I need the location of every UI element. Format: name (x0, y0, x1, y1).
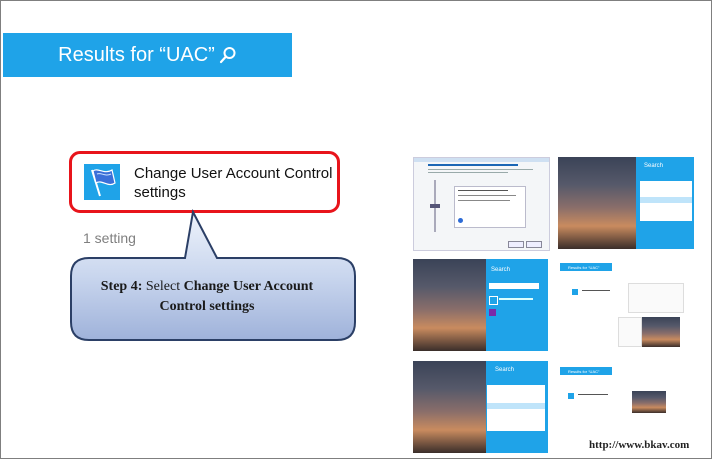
source-watermark: http://www.bkav.com (589, 439, 690, 451)
thumbnail-search-label-3: Search (495, 367, 515, 373)
thumbnail-results-label-2: Results for “UAC” (568, 369, 600, 374)
thumbnail-results-uac (558, 259, 694, 351)
callout-action: Select (145, 279, 181, 294)
result-label: Change User Account Control settings (134, 165, 333, 201)
search-icon[interactable] (219, 46, 237, 64)
instruction-callout (67, 176, 361, 346)
result-count: 1 setting (83, 230, 136, 246)
search-results-header (3, 33, 292, 77)
callout-target-line2: Control settings (159, 299, 255, 314)
thumbnail-results-uac-2 (558, 361, 694, 437)
thumbnail-search-label: Search (644, 163, 664, 169)
thumbnail-search-dropdown-2 (413, 361, 548, 453)
callout-target-line1: Change User Account (183, 279, 314, 294)
thumbnail-results-label: Results for “UAC” (568, 265, 600, 270)
thumbnail-uac-dialog (413, 157, 550, 251)
callout-text (75, 277, 339, 317)
search-results-title: Results for “UAC” (58, 43, 215, 66)
thumbnail-search-dropdown (558, 157, 694, 249)
thumbnail-search-results (413, 259, 548, 351)
thumbnail-search-label-2: Search (491, 267, 511, 273)
callout-step: Step 4: (100, 279, 143, 294)
